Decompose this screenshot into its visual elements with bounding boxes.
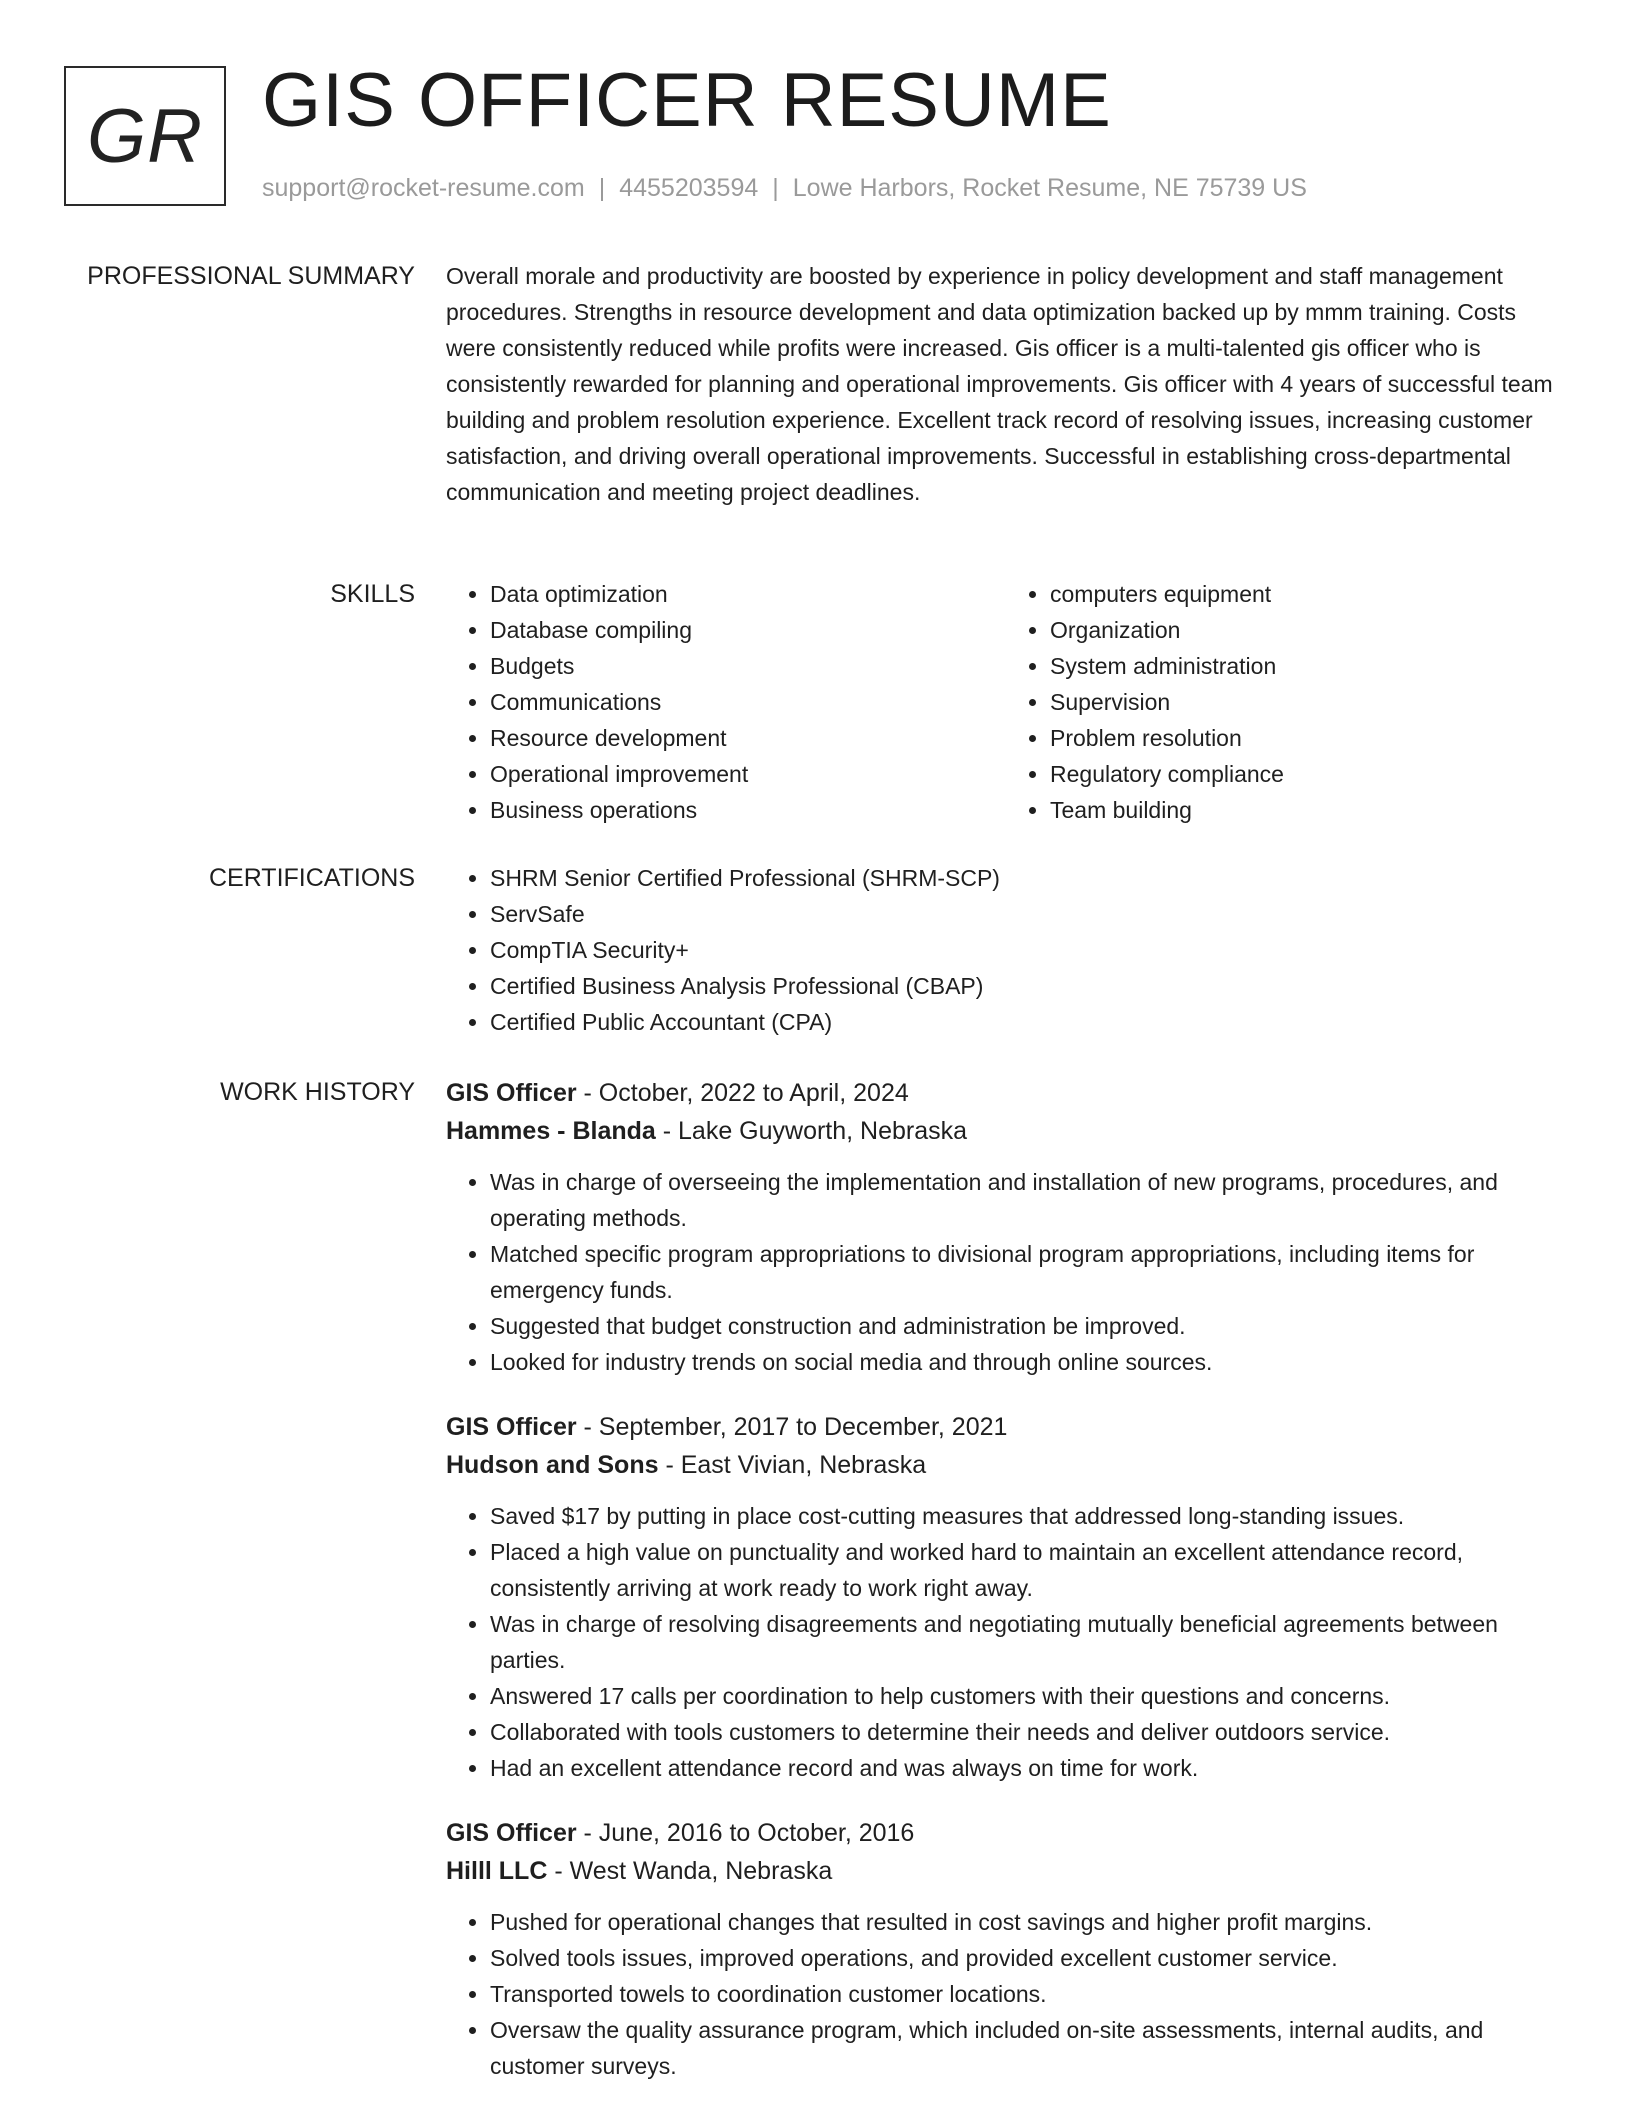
skills-body [446,576,1566,828]
job-bullet: • Placed a high value on punctuality and worked hard to maintain an excellent attendance record, consistently arriving at work ready to work right away. [490,1534,1566,1606]
job-bullet: • Was in charge of resolving disagreements and negotiating mutually beneficial agreements between parties. [490,1606,1566,1678]
certifications-list [446,860,1566,1040]
job-bullets [446,1498,1566,1786]
summary-text: Overall morale and productivity are boosted by experience in policy development and staff management procedures. Strengths in resource development and data optimization backed up by mmm training. Costs were consistently reduced while profits were increased. Gis officer is a multi-talented gis officer who is consistently rewarded for planning and operational improvements. Gis officer with 4 years of successful team building and problem resolution experience. Excellent track record of resolving issues, increasing customer satisfaction, and driving overall operational improvements. Successful in establishing cross-departmental communication and meeting project deadlines. [446,263,1553,505]
skill-item: • Budgets [490,648,1006,684]
job-bullet: • Pushed for operational changes that resulted in cost savings and higher profit margins. [490,1904,1566,1940]
job-location: - West Wanda, Nebraska [547,1857,833,1885]
certification-item: • SHRM Senior Certified Professional (SHRM-SCP) [490,860,1566,896]
skill-item: • Team building [1050,792,1566,828]
contact-address: Lowe Harbors, Rocket Resume, NE 75739 US [792,174,1307,202]
job-location: - East Vivian, Nebraska [658,1451,927,1479]
contact-email: support@rocket-resume.com [262,174,585,202]
contact-separator: | [598,174,606,202]
job-dates: - October, 2022 to April, 2024 [576,1079,909,1107]
certification-item: • Certified Public Accountant (CPA) [490,1004,1566,1040]
job-bullet: • Solved tools issues, improved operations, and provided excellent customer service. [490,1940,1566,1976]
job-dates: - September, 2017 to December, 2021 [576,1413,1008,1441]
contact-phone: 4455203594 [619,174,759,202]
job-bullet: • Was in charge of overseeing the implementation and installation of new programs, procedures, and operating methods. [490,1164,1566,1236]
skill-item: • Regulatory compliance [1050,756,1566,792]
job-bullet: • Looked for industry trends on social media and through online sources. [490,1344,1566,1380]
skills-list-col1 [446,576,1006,828]
job-title: GIS Officer [446,1413,577,1441]
certification-item: • CompTIA Security+ [490,932,1566,968]
skills-label: SKILLS [330,580,415,608]
skill-item: • Organization [1050,612,1566,648]
job-title-line [446,1814,1566,1852]
contact-line [262,174,1307,203]
skill-item: • Database compiling [490,612,1006,648]
certification-item: • ServSafe [490,896,1566,932]
job-entry [446,1074,1566,1380]
skill-item: • computers equipment [1050,576,1566,612]
job-title: GIS Officer [446,1079,577,1107]
job-company: Hudson and Sons [446,1451,659,1479]
skill-item: • System administration [1050,648,1566,684]
job-location: - Lake Guyworth, Nebraska [655,1117,968,1145]
job-bullet: • Suggested that budget construction and administration be improved. [490,1308,1566,1344]
certification-item: • Certified Business Analysis Professional (CBAP) [490,968,1566,1004]
skill-item: • Business operations [490,792,1006,828]
work-history-body [446,1074,1566,2112]
job-title-line [446,1074,1566,1112]
job-title-line [446,1408,1566,1446]
job-bullet: • Matched specific program appropriations to divisional program appropriations, including items for emergency funds. [490,1236,1566,1308]
monogram-logo [64,66,226,206]
skill-item: • Resource development [490,720,1006,756]
job-bullet: • Collaborated with tools customers to determine their needs and deliver outdoors service. [490,1714,1566,1750]
job-bullets [446,1164,1566,1380]
job-company: Hammes - Blanda [446,1117,656,1145]
job-bullet: • Transported towels to coordination customer locations. [490,1976,1566,2012]
job-bullet: • Had an excellent attendance record and was always on time for work. [490,1750,1566,1786]
page-title: GIS OFFICER RESUME [262,58,1112,143]
job-company: Hilll LLC [446,1857,548,1885]
job-company-line [446,1852,1566,1890]
certifications-body [446,860,1566,1040]
job-bullet: • Oversaw the quality assurance program, which included on-site assessments, internal audits, and customer surveys. [490,2012,1566,2084]
job-dates: - June, 2016 to October, 2016 [576,1819,915,1847]
job-company-line [446,1446,1566,1484]
job-title: GIS Officer [446,1819,577,1847]
certifications-label: CERTIFICATIONS [208,864,415,892]
skill-item: • Supervision [1050,684,1566,720]
monogram-text: GR [87,93,203,179]
job-bullet: • Saved $17 by putting in place cost-cutting measures that addressed long-standing issues. [490,1498,1566,1534]
skills-list-col2 [1006,576,1566,828]
work-history-label: WORK HISTORY [220,1078,415,1106]
job-bullet: • Answered 17 calls per coordination to help customers with their questions and concerns. [490,1678,1566,1714]
summary-label: PROFESSIONAL SUMMARY [87,262,415,290]
contact-separator: | [772,174,779,202]
skill-item: • Data optimization [490,576,1006,612]
job-bullets [446,1904,1566,2084]
job-entry [446,1814,1566,2084]
skill-item: • Problem resolution [1050,720,1566,756]
skill-item: • Communications [490,684,1006,720]
skill-item: • Operational improvement [490,756,1006,792]
job-company-line [446,1112,1566,1150]
job-entry [446,1408,1566,1786]
